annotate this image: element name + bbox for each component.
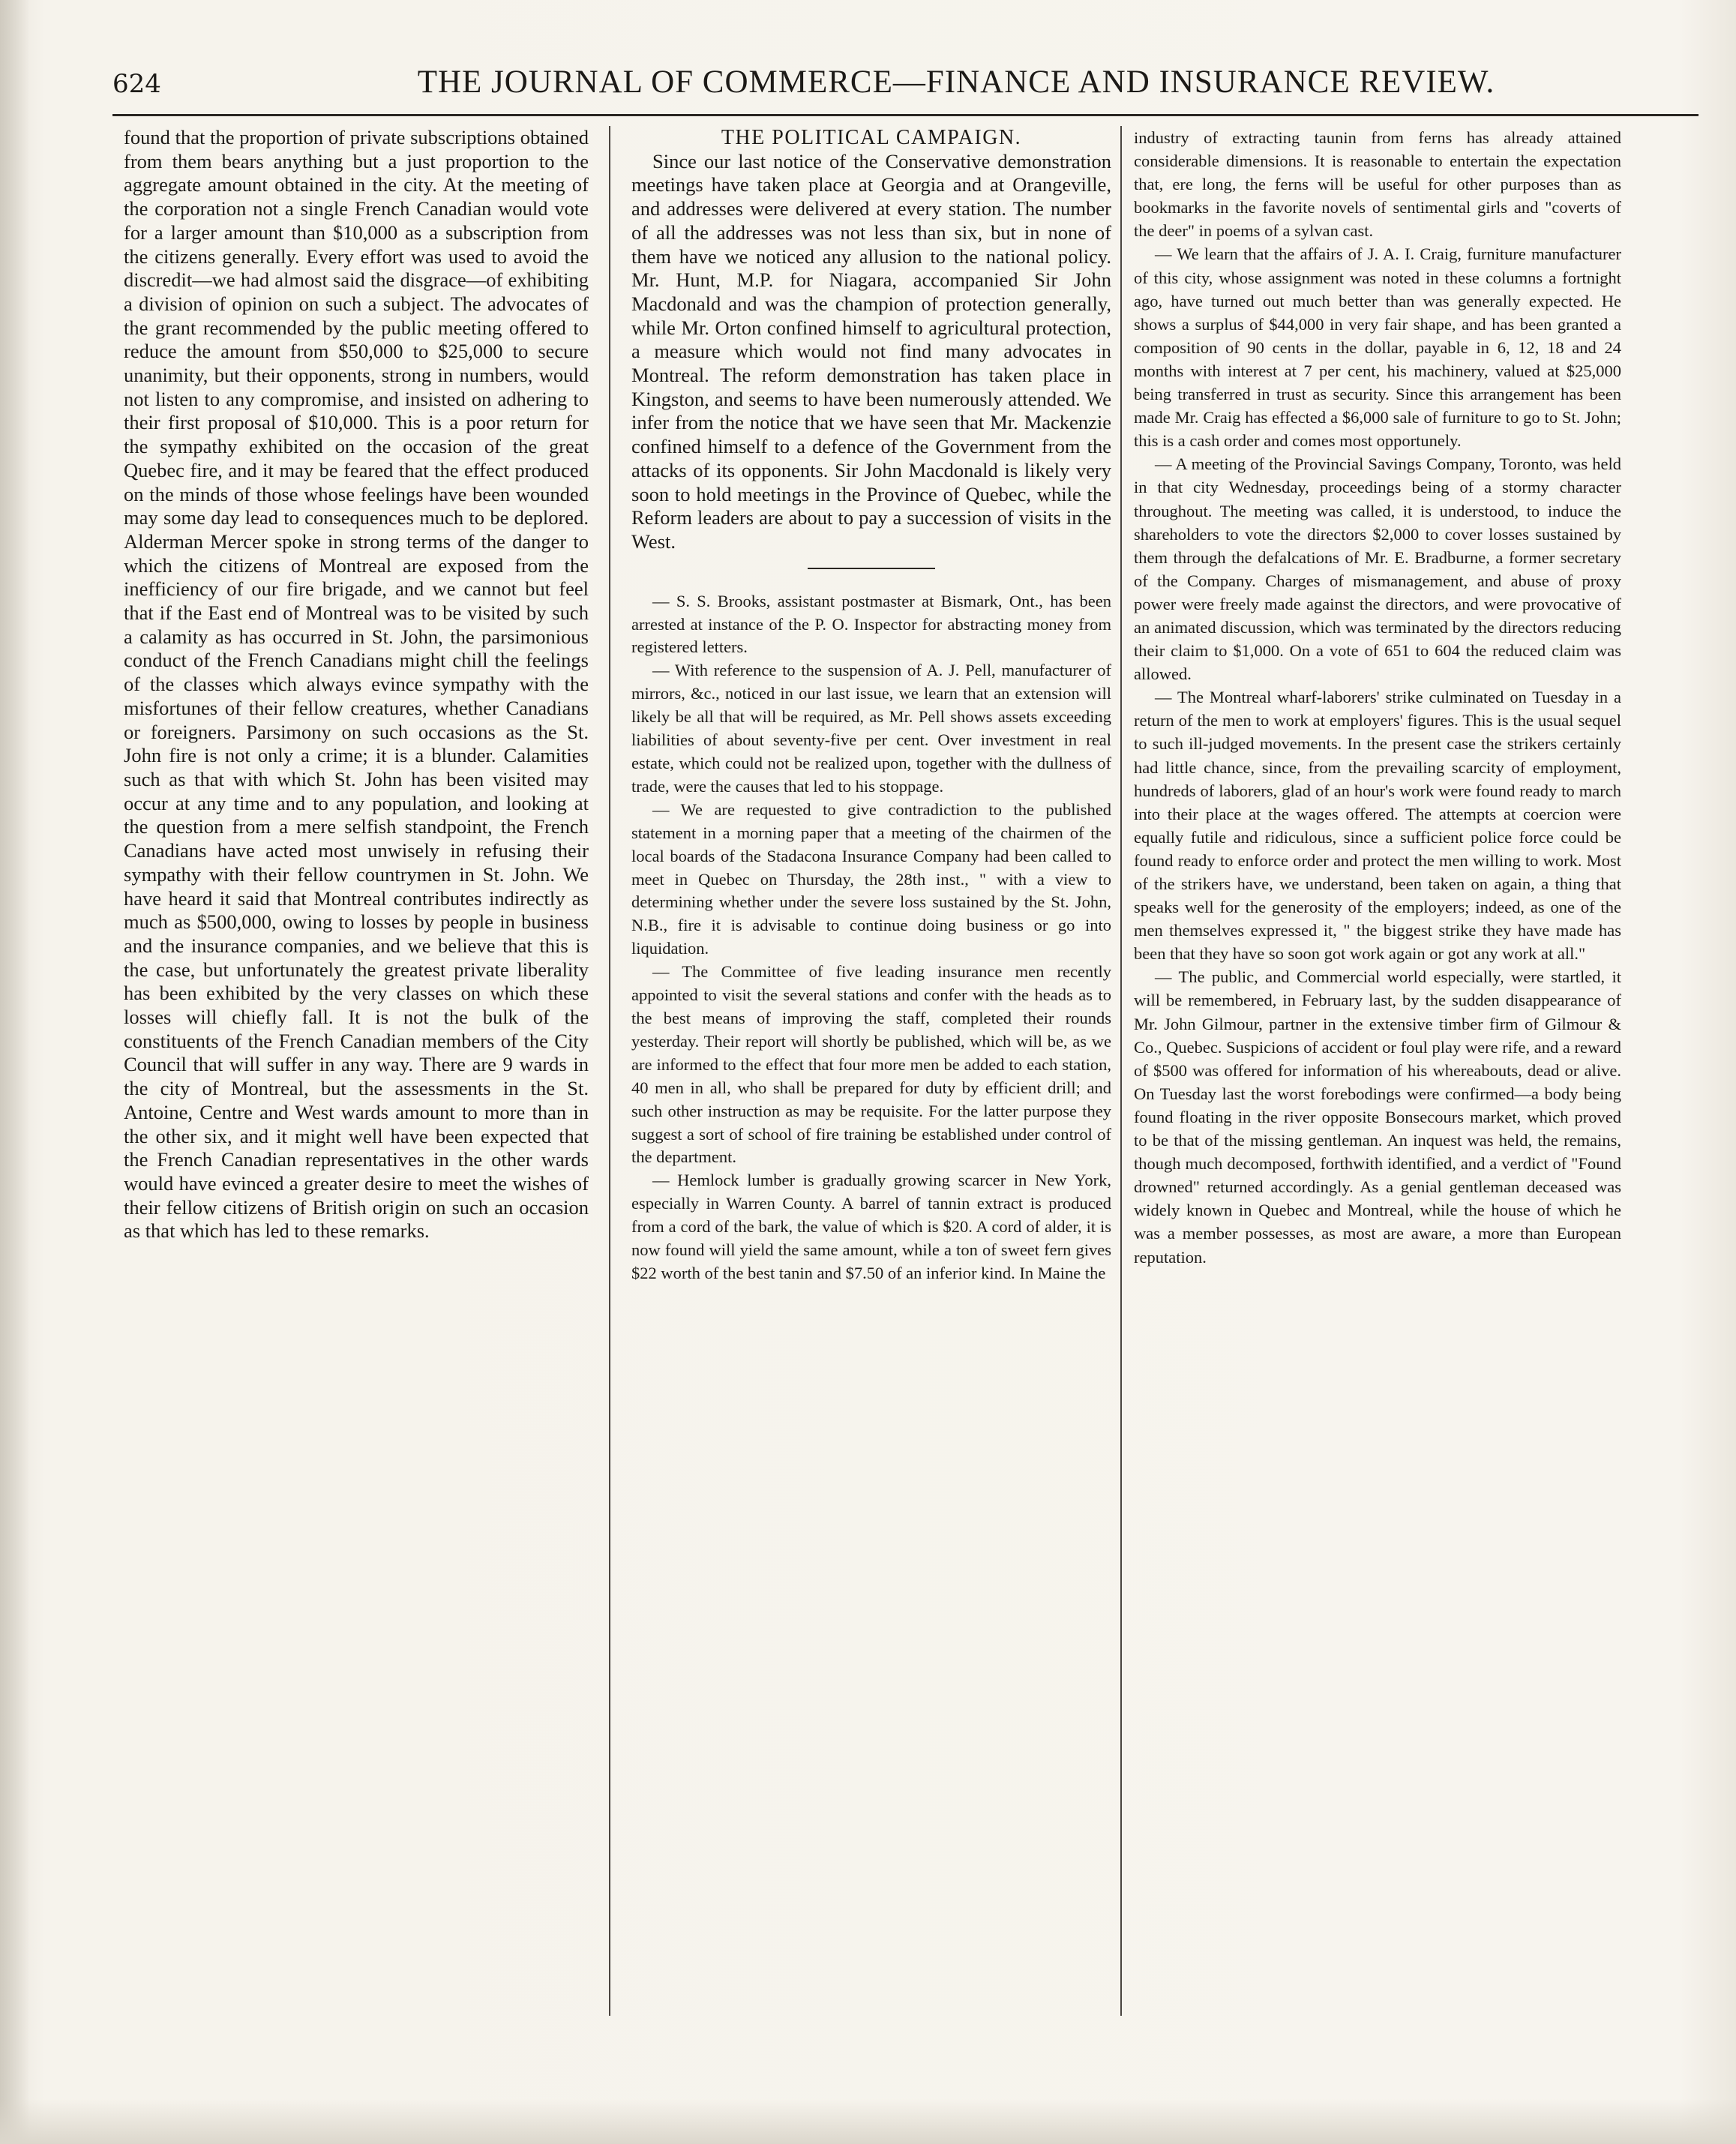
news-item: — Hemlock lumber is gradually growing scarcer in New York, especially in Warren County. A barrel of tannin extract is produced from a cord of the bark, the value of which is $20. A cord of alder, it is now found will yield the same amount, while a ton of sweet fern gives $22 worth of the best tanin and $7.50 of an inferior kind. In Maine the (631, 1171, 1111, 1282)
news-item: industry of extracting taunin from ferns has already attained considerable dimensions. It is reasonable to entertain the expectation that, ere long, the ferns will be useful for other purposes than as bookmarks in the favorite novels of sentimental girls and "coverts of the deer" in poems of a sylvan cast. (1134, 128, 1621, 241)
journal-title: THE JOURNAL OF COMMERCE—FINANCE AND INSURANCE REVIEW. (417, 64, 1495, 100)
page-number: 624 (112, 69, 161, 99)
column-divider-1 (609, 126, 610, 2016)
column-divider-2 (1120, 126, 1122, 2016)
news-item: — S. S. Brooks, assistant postmaster at Bismark, Ont., has been arrested at instance of the P. O. Inspector for abstracting money from registered letters. (631, 591, 1111, 657)
news-item: — The Montreal wharf-laborers' strike culminated on Tuesday in a return of the men to work at employers' figures. This is the usual sequel to such ill-judged movements. In the present case the strikers certainly had little chance, since, from the prevailing scarcity of employment, hundreds of laborers, glad of an hour's work were found ready to march into their place at the wages offered. The attempts at coercion were equally futile and ridiculous, since a sufficient police force could be found ready to enforce order and protect the men willing to work. Most of the strikers have, we understand, been taken on again, a thing that speaks well for the generosity of the employers; indeed, as one of the men themselves expressed it, " the biggest strike they have made has been that they have so soon got work again or got any work at all." (1134, 688, 1621, 964)
news-item: — The public, and Commercial world especially, were startled, it will be remembered, in February last, by the sudden disappearance of Mr. John Gilmour, partner in the extensive timber firm of Gilmour & Co., Quebec. Suspicions of accident or foul play were rife, and a reward of $500 was offered for information of his whereabouts, dead or alive. On Tuesday last the worst forebodings were confirmed—a body being found floating in the river opposite Bonsecours market, which proved to be that of the missing gentleman. An inquest was held, the remains, though much decomposed, forthwith identified, and a verdict of "Found drowned" returned accordingly. As a genial gentleman deceased was widely known in Quebec and Montreal, while the house of which he was a member possesses, as most are aware, a more than European reputation. (1134, 967, 1621, 1267)
news-item: — With reference to the suspension of A. J. Pell, manufacturer of mirrors, &c., noticed in our last issue, we learn that an extension will likely be all that will be required, as Mr. Pell shows assets exceeding liabilities of about seventy-five per cent. Over investment in real estate, which could not be realized upon, together with the dullness of trade, were the causes that led to his stoppage. (631, 661, 1111, 796)
page-header (112, 64, 1695, 116)
page-bottom-edge (0, 2099, 1736, 2144)
news-item: — A meeting of the Provincial Savings Company, Toronto, was held in that city Wednesday, proceedings being of a stormy character throughout. The meeting was called, it is understood, to induce the shareholders to vote the directors $2,000 to cover losses sustained by them through the defalcations of Mr. E. Bradburne, a former secretary of the Company. Charges of mismanagement, and abuse of proxy power were freely made against the directors, and were provocative of an animated discussion, which was terminated by the directors reducing their claim to $1,000. On a vote of 651 to 604 the reduced claim was allowed. (1134, 454, 1621, 684)
column-3 (1134, 126, 1621, 1269)
section-heading: THE POLITICAL CAMPAIGN. (721, 126, 1022, 149)
news-item: — The Committee of five leading insurance men recently appointed to visit the several stations and confer with the heads as to the best means of improving the staff, completed their rounds yesterday. Their report will shortly be published, which will be, as we are informed to the effect that four more men be added to each station, 40 men in all, who shall be prepared for duty by efficient drill; and such other instruction as may be requisite. For the latter purpose they suggest a sort of school of fire training be established under control of the department. (631, 962, 1111, 1167)
column-1-text: found that the proportion of private subscriptions obtained from them bears anything but a just proportion to the aggregate amount obtained in the city. At the meeting of the corporation not a single French Canadian would vote for a larger amount than $10,000 as a subscription from the citizens generally. Every effort was used to avoid the discredit—we had almost said the disgrace—of exhibiting a division of opinion on such a subject. The advocates of the grant recommended by the public meeting offered to reduce the amount from $50,000 to $25,000 to secure unanimity, but their opponents, strong in numbers, would not listen to any compromise, and insisted on adhering to their first proposal of $10,000. This is a poor return for the sympathy exhibited on the occasion of the great Quebec fire, and it may be feared that the effect produced on the minds of those whose feelings have been wounded may some day lead to consequences much to be deplored. Alderman Mercer spoke in strong terms of the danger to which the citizens of Montreal are exposed from the inefficiency of our fire brigade, and we cannot but feel that if the East end of Montreal was to be visited by such a calamity as has occurred in St. John, the parsimonious conduct of the French Canadians might chill the feelings of the classes which always evince sympathy with the misfortunes of their fellow creatures, whether Canadians or foreigners. Parsimony on such occasions as the St. John fire is not only a crime; it is a blunder. Calamities such as that with which St. John has been visited may occur at any time and to any population, and looking at the question from a mere selfish standpoint, the French Canadians have acted most unwisely in refusing their sympathy with their fellow countrymen in St. John. We have heard it said that Montreal contributes indirectly as much as $500,000, owing to losses by people in business and the insurance companies, and we believe that this is the case, but unfortunately the greatest private liberality has been exhibited by the very classes on which these losses will chiefly fall. It is not the bulk of the constituents of the French Canadian members of the City Council that will suffer in any way. There are 9 wards in the city of Montreal, but the assessments in the St. Antoine, Centre and West wards amount to more than in the other six, and it might well have been expected that the French Canadian representatives in the other wards would have evinced a greater desire to meet the wishes of their fellow citizens of British origin on such an occasion as that which has led to these remarks. (124, 126, 589, 1243)
news-item: — We are requested to give contradiction to the published statement in a morning paper that a meeting of the chairmen of the local boards of the Stadacona Insurance Company had been called to meet in Quebec on Thursday, the 28th inst., " with a view to determining whether under the severe loss sustained by the St. John, N.B., fire it is advisable to continue doing business or go into liquidation. (631, 799, 1111, 958)
section-rule (808, 568, 935, 569)
header-rule (112, 114, 1699, 116)
news-item: — We learn that the affairs of J. A. I. Craig, furniture manufacturer of this city, whose assignment was noted in these columns a fortnight ago, have turned out much better than was generally expected. He shows a surplus of $44,000 in very fair shape, and has been granted a composition of 90 cents in the dollar, payable in 6, 12, 18 and 24 months with interest at 7 per cent, his machinery, valued at $25,000 being transferred in trust as security. Since this arrangement has been made Mr. Craig has effected a $6,000 sale of furniture to go to St. John; this is a cash order and comes most opportunely. (1134, 244, 1621, 451)
binding-shadow (0, 0, 30, 2144)
news-notes (631, 590, 1111, 1285)
political-campaign-text: Since our last notice of the Conservative demonstration meetings have taken place at Georgia and at Orangeville, and addresses were delivered at every station. The number of all the addresses was not less than six, but in none of them have we noticed any allusion to the national policy. Mr. Hunt, M.P. for Niagara, accompanied Sir John Macdonald and was the champion of protection generally, while Mr. Orton confined himself to agricultural protection, a measure which would not find many advocates in Montreal. The reform demonstration has taken place in Kingston, and seems to have been numerously attended. We infer from the notice that we have seen that Mr. Mackenzie confined himself to a defence of the Government from the attacks of its opponents. Sir John Macdonald is likely very soon to hold meetings in the Province of Quebec, while the Reform leaders are about to pay a succession of visits in the West. (631, 149, 1111, 553)
column-2 (631, 126, 1111, 1285)
column-1 (124, 126, 589, 1243)
